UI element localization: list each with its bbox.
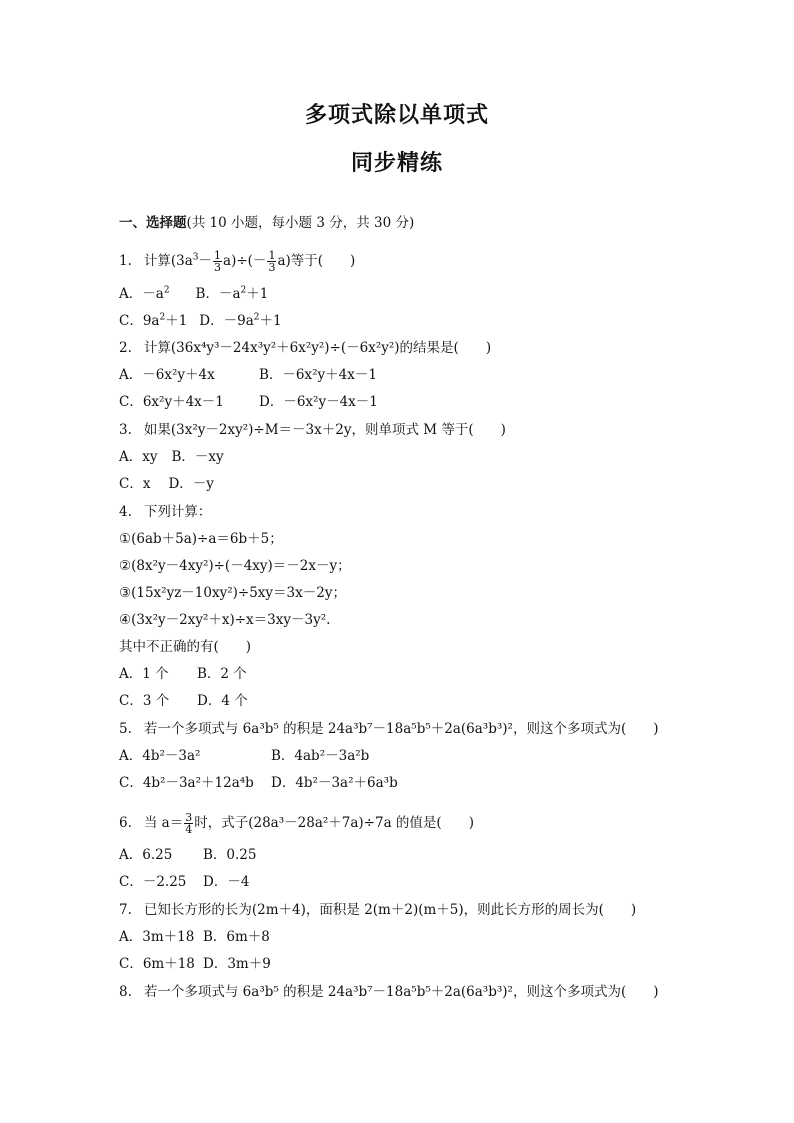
question-7: 7. 已知长方形的长为(2m＋4)，面积是 2(m＋2)(m＋5)，则此长方形的周长为( ) <box>119 902 637 918</box>
option-c: C．4b²－3a²＋12a⁴b <box>119 775 254 791</box>
option-d: D．$-9a^2+1$ <box>199 312 282 329</box>
question-number: 7. <box>119 902 132 918</box>
option-a: A．－6x²y＋4x <box>119 367 215 383</box>
option-a: A．3m＋18 <box>119 929 195 945</box>
question-3-options-ab <box>119 448 754 466</box>
question-number: 3. <box>119 422 132 438</box>
question-2-options-ab <box>119 366 754 384</box>
option-b: B．$-a^2+1$ <box>195 285 269 302</box>
option-c: C．6x²y＋4x－1 <box>119 394 224 410</box>
document-subtitle: 同步精练 <box>350 151 443 176</box>
option-a: A．4b²－3a² <box>119 748 201 764</box>
question-3: 3. 如果(3x²y－2xy²)÷M＝－3x＋2y，则单项式 M 等于( ) <box>119 422 506 438</box>
option-d: D．4b²－3a²＋6a³b <box>271 775 398 791</box>
question-6: 6. 当 a＝ $\frac{3}{4}$ 时，式子(28a³－28a²＋7a)÷7a 的值是( ) <box>119 811 474 836</box>
option-a: A．$-a^2$ <box>119 285 170 302</box>
question-number: 8. <box>119 984 132 1000</box>
option-d: D．－y <box>168 476 214 492</box>
question-7-options-cd <box>119 955 754 973</box>
fraction: $\frac{3}{4}$ <box>185 811 193 836</box>
option-d: D．－6x²y－4x－1 <box>259 394 378 410</box>
option-d: D．3m＋9 <box>203 956 271 972</box>
question-5-options-cd <box>119 774 754 792</box>
section-note: (共 10 小题，每小题 3 分，共 30 分) <box>186 215 415 231</box>
question-number: 2. <box>119 340 132 356</box>
option-b: B．2 个 <box>197 666 247 682</box>
option-b: B．0.25 <box>203 847 257 863</box>
fraction: $\frac{1}{3}$ <box>214 249 222 274</box>
option-b: B．－6x²y＋4x－1 <box>259 367 377 383</box>
question-1: 1. 计算($3a^3-$ $\frac{1}{3}$ a)÷(－ $\frac{1}{3}$ a)等于( ) <box>119 249 356 274</box>
question-2-options-cd <box>119 393 754 411</box>
option-b: B．4ab²－3a²b <box>271 748 370 764</box>
question-number: 6. <box>119 815 132 831</box>
option-c: C．6m＋18 <box>119 956 195 972</box>
question-1-options-ab <box>119 285 754 303</box>
document-title: 多项式除以单项式 <box>304 103 489 128</box>
option-b: B．6m＋8 <box>203 929 270 945</box>
question-4: 4. 下列计算： <box>119 504 212 520</box>
fraction: $\frac{1}{3}$ <box>268 249 276 274</box>
question-4-item-2: ②(8x²y－4xy²)÷(－4xy)＝－2x－y； <box>119 558 351 574</box>
question-5: 5. 若一个多项式与 6a³b⁵ 的积是 24a³b⁷－18a⁵b⁵＋2a(6a³b³)²，则这个多项式为( ) <box>119 721 659 737</box>
section-title: 一、选择题 <box>119 215 187 231</box>
question-4-item-4: ④(3x²y－2xy²＋x)÷x＝3xy－3y². <box>119 612 331 628</box>
question-4-item-3: ③(15x²yz－10xy²)÷5xy＝3x－2y； <box>119 585 346 601</box>
question-4-item-1: ①(6ab＋5a)÷a＝6b＋5； <box>119 531 283 547</box>
question-4-options-ab <box>119 665 754 683</box>
option-c: C．－2.25 <box>119 874 187 890</box>
question-3-options-cd <box>119 475 754 493</box>
question-number: 1. <box>119 253 132 269</box>
option-d: D．4 个 <box>197 693 248 709</box>
question-4-prompt: 其中不正确的有( ) <box>119 639 252 655</box>
question-number: 4. <box>119 504 132 520</box>
question-4-options-cd <box>119 692 754 710</box>
question-5-options-ab <box>119 747 754 765</box>
option-a: A．xy <box>119 449 158 465</box>
question-8: 8. 若一个多项式与 6a³b⁵ 的积是 24a³b⁷－18a⁵b⁵＋2a(6a³b³)²，则这个多项式为( ) <box>119 984 659 1000</box>
option-a: A．6.25 <box>119 847 173 863</box>
option-a: A．1 个 <box>119 666 169 682</box>
question-1-options-cd <box>119 312 754 330</box>
question-6-options-cd <box>119 873 754 891</box>
section-heading <box>119 214 754 232</box>
option-d: D．－4 <box>203 874 250 890</box>
option-c: C．3 个 <box>119 693 170 709</box>
option-c: C．$9a^2+1$ <box>119 312 188 329</box>
question-2: 2. 计算(36x⁴y³－24x³y²＋6x²y²)÷(－6x²y²)的结果是( ) <box>119 340 492 356</box>
question-7-options-ab <box>119 928 754 946</box>
question-number: 5. <box>119 721 132 737</box>
option-b: B．－xy <box>171 449 224 465</box>
option-c: C．x <box>119 476 151 492</box>
question-6-options-ab <box>119 846 754 864</box>
